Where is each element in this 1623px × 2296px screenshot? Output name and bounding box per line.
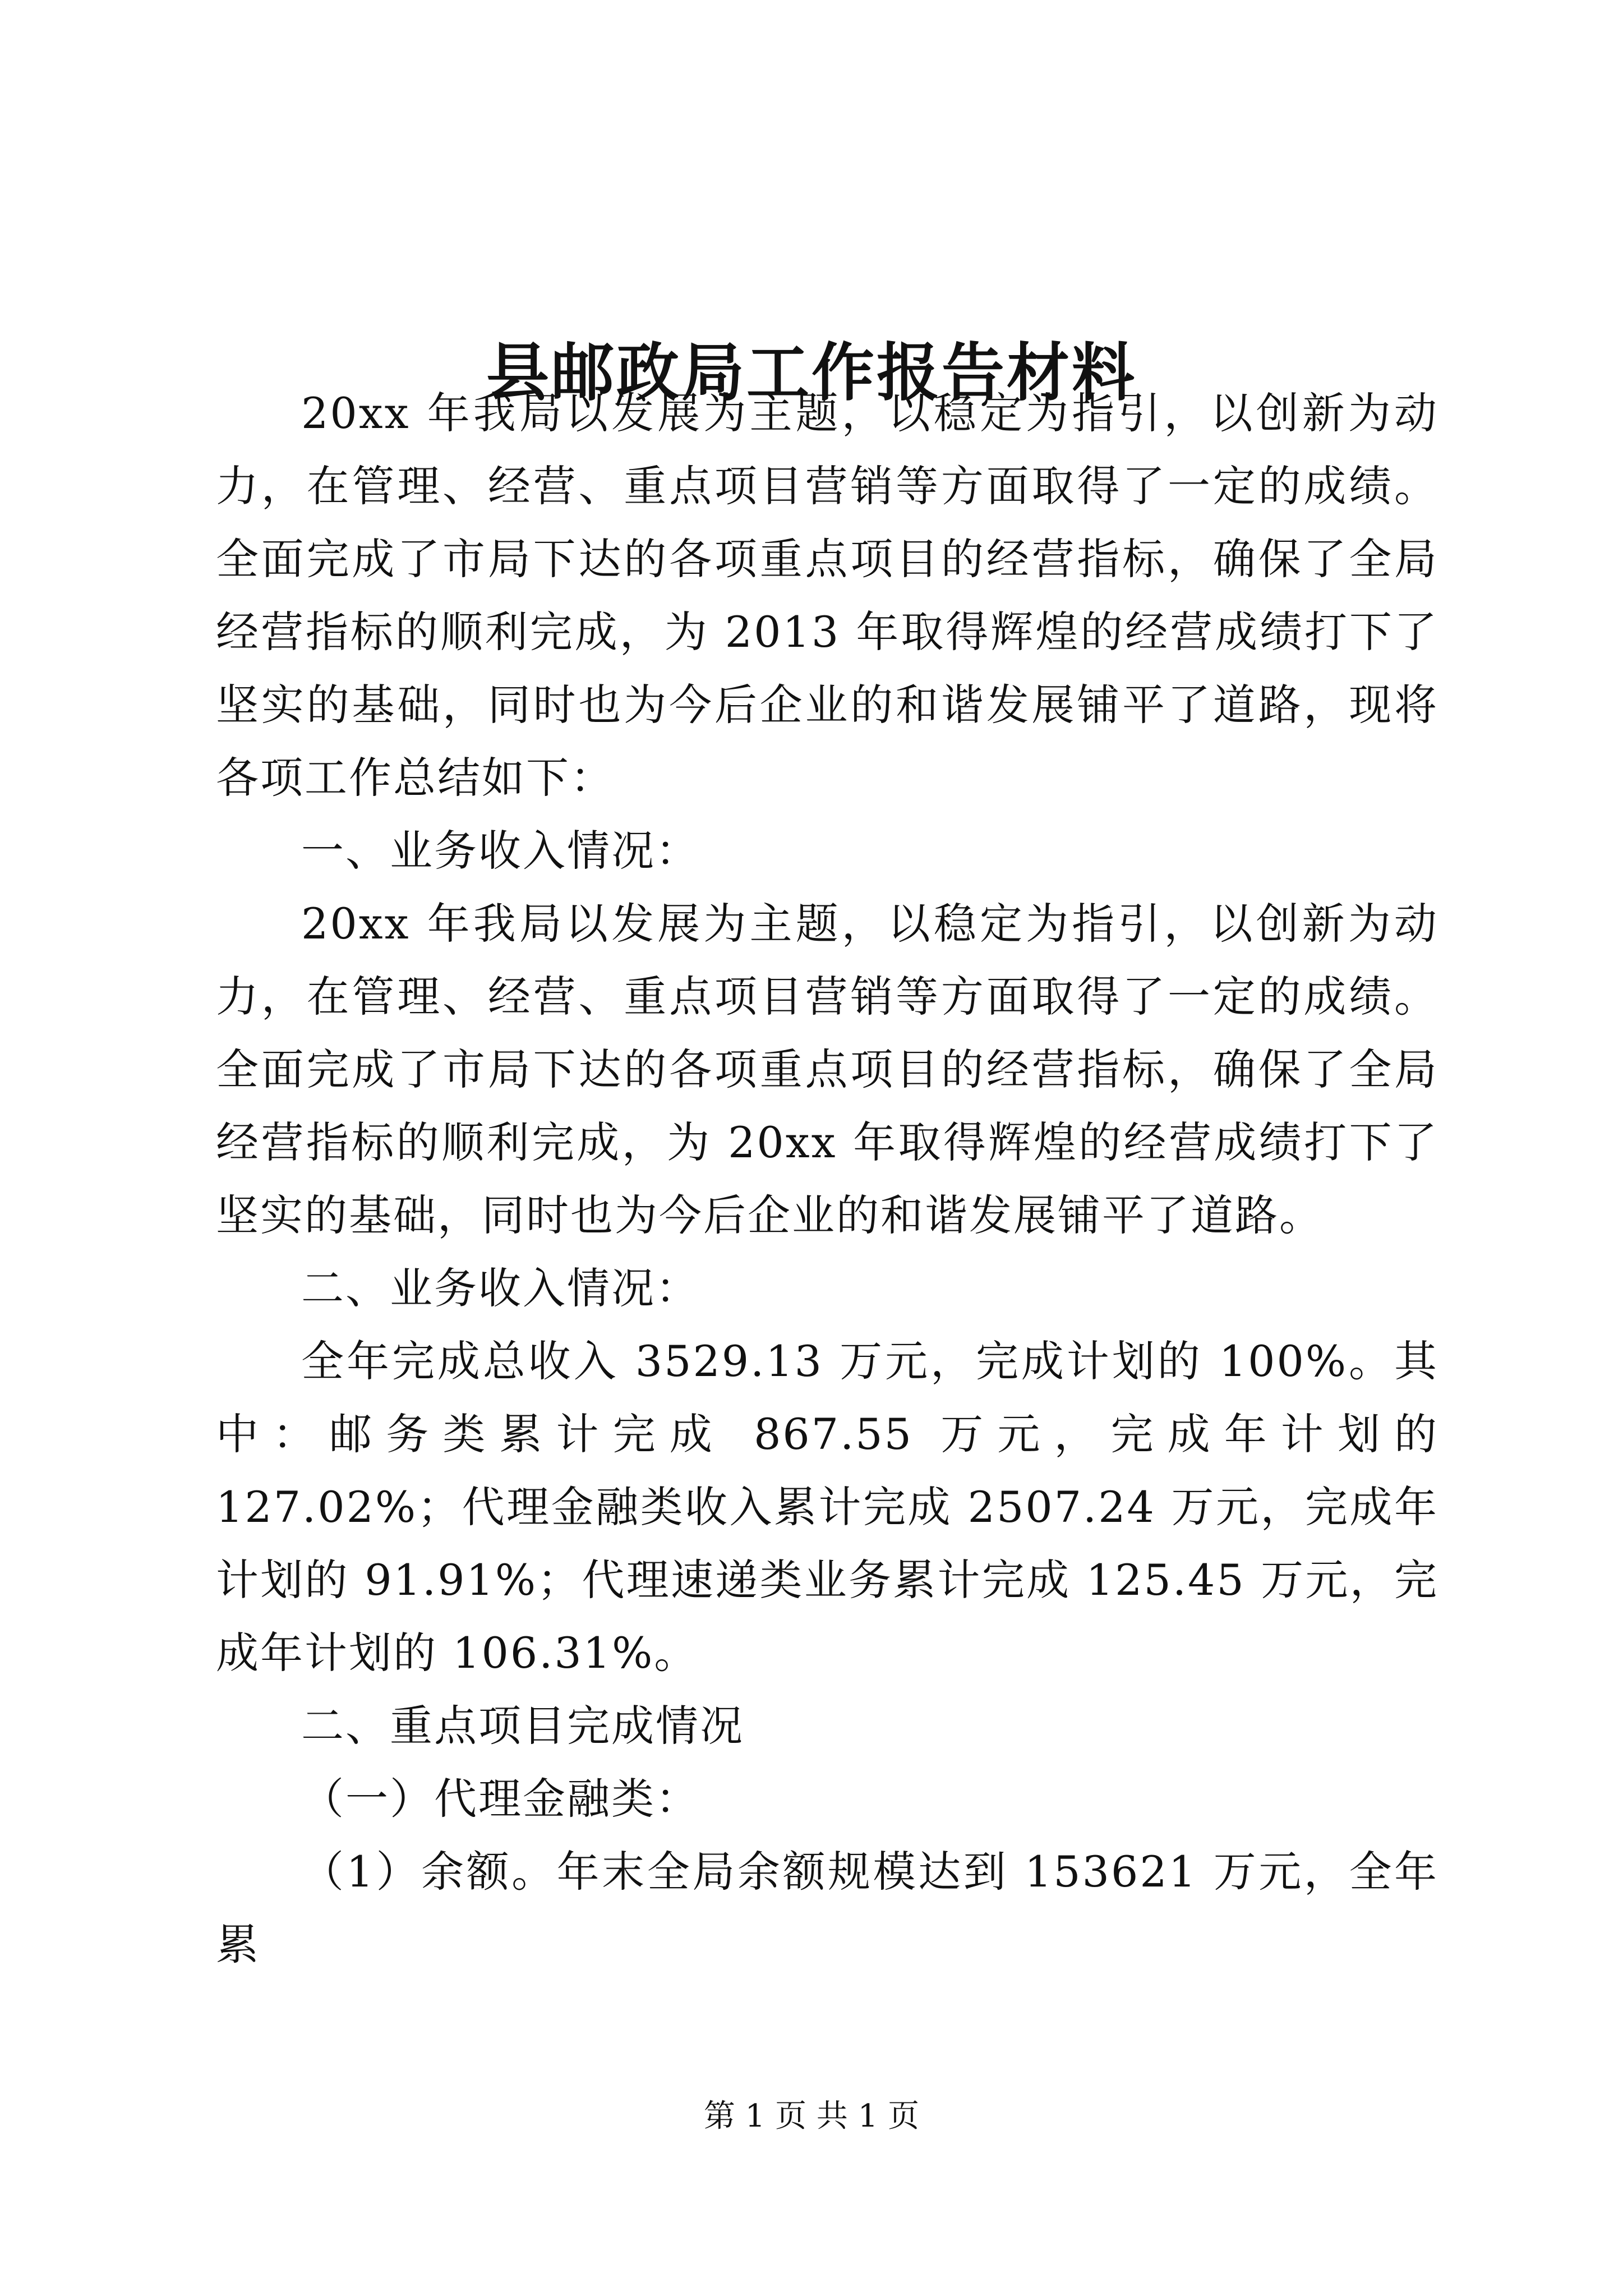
paragraph-income-figures: 全年完成总收入 3529.13 万元，完成计划的 100%。其中：邮务类累计完成 867.55 万元，完成年计划的 127.02%；代理金融类收入累计完成 2507.24 万元，完成年计划的 91.91%；代理速递类业务累计完成 125.45 万元，完成年计划的 106.31%。 [216,1336,1438,1678]
paragraph-intro: 20xx 年我局以发展为主题，以稳定为指引，以创新为动力，在管理、经营、重点项目营销等方面取得了一定的成绩。全面完成了市局下达的各项重点项目的经营指标，确保了全局经营指标的顺利完成，为 2013 年取得辉煌的经营成绩打下了坚实的基础，同时也为今后企业的和谐发展铺平了道路，现将各项工作总结如下： [216,388,1438,803]
subsection-heading-agency-finance: （一）代理金融类： [301,1774,700,1824]
section-heading-business-income-2: 二、业务收入情况： [301,1263,700,1313]
document-title: 县邮政局工作报告材料 [486,336,1137,410]
page-footer: 第 1 页 共 1 页 [703,2098,920,2134]
paragraph-business-income: 20xx 年我局以发展为主题，以稳定为指引，以创新为动力，在管理、经营、重点项目营销等方面取得了一定的成绩。全面完成了市局下达的各项重点项目的经营指标，确保了全局经营指标的顺利完成，为 20xx 年取得辉煌的经营成绩打下了坚实的基础，同时也为今后企业的和谐发展铺平了道路。 [216,899,1438,1240]
document-body [216,377,1438,1981]
paragraph-balance: （1）余额。年末全局余额规模达到 153621 万元，全年累 [216,1847,1438,1970]
section-heading-key-projects: 二、重点项目完成情况 [301,1701,744,1751]
section-heading-business-income-1: 一、业务收入情况： [301,826,700,876]
